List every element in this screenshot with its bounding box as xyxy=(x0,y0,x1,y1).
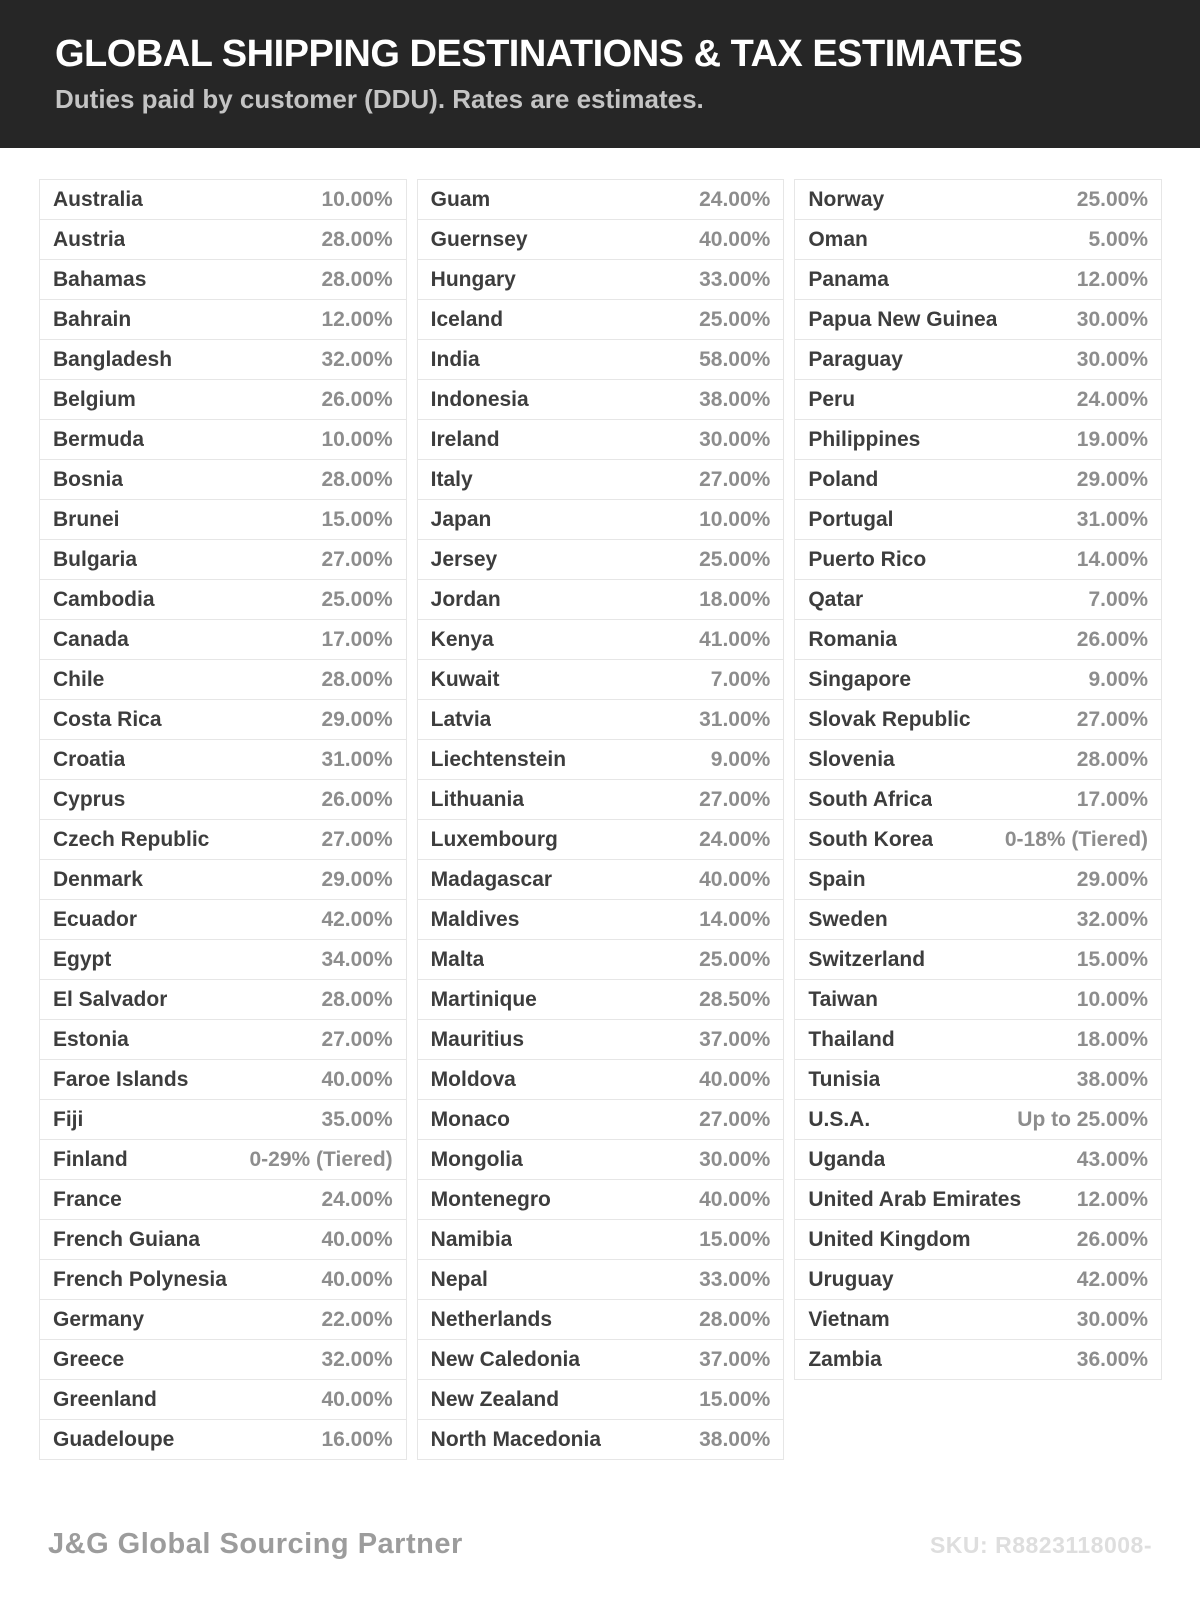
country-name: Guadeloupe xyxy=(53,1427,175,1451)
tax-rate: 28.00% xyxy=(321,667,393,691)
table-row xyxy=(39,779,407,820)
rates-column-3 xyxy=(794,179,1162,1380)
table-row xyxy=(39,1299,407,1340)
country-name: Philippines xyxy=(808,427,921,451)
country-name: Slovenia xyxy=(808,747,895,771)
country-name: Bahrain xyxy=(53,307,132,331)
country-name: Montenegro xyxy=(430,1187,551,1211)
country-name: Cambodia xyxy=(53,587,155,611)
country-name: Austria xyxy=(53,227,126,251)
country-name: Canada xyxy=(53,627,129,651)
tax-rate: 42.00% xyxy=(321,907,393,931)
table-row xyxy=(39,259,407,300)
tax-rate: 14.00% xyxy=(699,907,771,931)
sku-text: SKU: R8823118008- xyxy=(929,1532,1152,1558)
table-row xyxy=(39,1259,407,1300)
tax-rate: 34.00% xyxy=(321,947,393,971)
table-row xyxy=(417,859,785,900)
country-name: Italy xyxy=(430,467,473,491)
tax-rate: 40.00% xyxy=(699,1187,771,1211)
table-row xyxy=(39,1379,407,1420)
table-row xyxy=(39,1219,407,1260)
tax-rate: 15.00% xyxy=(699,1227,771,1251)
tax-rate: 24.00% xyxy=(321,1187,393,1211)
tax-rate: 18.00% xyxy=(1076,1027,1149,1051)
country-name: U.S.A. xyxy=(808,1107,871,1131)
country-name: Paraguay xyxy=(808,347,903,371)
country-name: Oman xyxy=(808,227,868,251)
table-row xyxy=(39,979,407,1020)
country-name: Singapore xyxy=(808,667,912,691)
table-row xyxy=(39,619,407,660)
country-name: Uganda xyxy=(808,1147,886,1171)
tax-rate: 33.00% xyxy=(699,267,771,291)
table-row xyxy=(794,659,1162,700)
table-row xyxy=(794,179,1162,220)
tax-rate: 31.00% xyxy=(321,747,393,771)
country-name: Nepal xyxy=(430,1267,488,1291)
table-row xyxy=(417,1019,785,1060)
table-row xyxy=(794,579,1162,620)
country-name: Switzerland xyxy=(808,947,926,971)
country-name: Malta xyxy=(430,947,485,971)
table-row xyxy=(794,899,1162,940)
table-row xyxy=(39,1019,407,1060)
brand-text: J&G Global Sourcing Partner xyxy=(48,1528,463,1560)
tax-rate: 32.00% xyxy=(1076,907,1149,931)
table-row xyxy=(794,699,1162,740)
country-name: South Korea xyxy=(808,827,934,851)
country-name: Romania xyxy=(808,627,898,651)
country-name: Papua New Guinea xyxy=(808,307,998,331)
country-name: United Arab Emirates xyxy=(808,1187,1022,1211)
table-row xyxy=(39,739,407,780)
table-row xyxy=(417,1299,785,1340)
country-name: Peru xyxy=(808,387,856,411)
tax-rate: 5.00% xyxy=(1088,227,1149,251)
country-name: Iceland xyxy=(430,307,504,331)
country-name: Fiji xyxy=(53,1107,84,1131)
country-name: Uruguay xyxy=(808,1267,894,1291)
table-row xyxy=(417,1179,785,1220)
table-row xyxy=(417,739,785,780)
table-row xyxy=(417,579,785,620)
table-row xyxy=(39,499,407,540)
page-subtitle: Duties paid by customer (DDU). Rates are estimates. xyxy=(55,83,704,114)
tax-rate: 9.00% xyxy=(710,747,771,771)
table-row xyxy=(39,219,407,260)
tax-rate: 30.00% xyxy=(1076,347,1149,371)
tax-rate: 32.00% xyxy=(321,347,393,371)
table-row xyxy=(794,499,1162,540)
country-name: Bahamas xyxy=(53,267,147,291)
tax-rate: 28.00% xyxy=(321,227,393,251)
table-row xyxy=(39,859,407,900)
country-name: Spain xyxy=(808,867,866,891)
country-name: Netherlands xyxy=(430,1307,553,1331)
country-name: Latvia xyxy=(430,707,492,731)
tax-rate: 14.00% xyxy=(1076,547,1149,571)
table-row xyxy=(794,1139,1162,1180)
tax-rate: 26.00% xyxy=(1076,627,1149,651)
table-row xyxy=(417,259,785,300)
country-name: Ecuador xyxy=(53,907,138,931)
table-row xyxy=(39,379,407,420)
country-name: Portugal xyxy=(808,507,894,531)
table-row xyxy=(794,379,1162,420)
country-name: Guernsey xyxy=(430,227,528,251)
country-name: Chile xyxy=(53,667,105,691)
country-name: Panama xyxy=(808,267,889,291)
table-row xyxy=(794,1259,1162,1300)
country-name: North Macedonia xyxy=(430,1427,602,1451)
country-name: Greenland xyxy=(53,1387,157,1411)
tax-rate: 58.00% xyxy=(699,347,771,371)
table-row xyxy=(794,219,1162,260)
tax-rate: 24.00% xyxy=(1076,387,1149,411)
country-name: El Salvador xyxy=(53,987,168,1011)
country-name: Ireland xyxy=(430,427,500,451)
country-name: Australia xyxy=(53,187,143,211)
country-name: Guam xyxy=(430,187,491,211)
country-name: Czech Republic xyxy=(53,827,210,851)
country-name: Namibia xyxy=(430,1227,513,1251)
country-name: Jordan xyxy=(430,587,501,611)
table-row xyxy=(794,979,1162,1020)
tax-rate: 38.00% xyxy=(699,1427,771,1451)
country-name: Mongolia xyxy=(430,1147,523,1171)
country-name: Thailand xyxy=(808,1027,895,1051)
tax-rate: 32.00% xyxy=(321,1347,393,1371)
tax-rate: 42.00% xyxy=(1076,1267,1149,1291)
tax-rate: 16.00% xyxy=(321,1427,393,1451)
table-row xyxy=(794,939,1162,980)
table-row xyxy=(417,179,785,220)
table-row xyxy=(39,299,407,340)
country-name: Estonia xyxy=(53,1027,129,1051)
tax-rate: 22.00% xyxy=(321,1307,393,1331)
tax-rate: 18.00% xyxy=(699,587,771,611)
country-name: Liechtenstein xyxy=(430,747,567,771)
country-name: Moldova xyxy=(430,1067,516,1091)
table-row xyxy=(417,1339,785,1380)
country-name: New Zealand xyxy=(430,1387,560,1411)
country-name: French Guiana xyxy=(53,1227,201,1251)
tax-rate: 40.00% xyxy=(699,227,771,251)
table-row xyxy=(39,419,407,460)
table-row xyxy=(417,539,785,580)
tax-rate: 19.00% xyxy=(1076,427,1149,451)
table-row xyxy=(794,419,1162,460)
country-name: Madagascar xyxy=(430,867,553,891)
country-name: Vietnam xyxy=(808,1307,890,1331)
tax-rate: 40.00% xyxy=(321,1227,393,1251)
table-row xyxy=(417,819,785,860)
table-row xyxy=(39,1419,407,1460)
tax-rate: 30.00% xyxy=(1076,307,1149,331)
table-row xyxy=(417,339,785,380)
table-row xyxy=(794,299,1162,340)
table-row xyxy=(794,859,1162,900)
table-row xyxy=(417,419,785,460)
table-row xyxy=(39,539,407,580)
table-row xyxy=(417,1419,785,1460)
tax-rate: 30.00% xyxy=(699,1147,771,1171)
table-row xyxy=(417,1219,785,1260)
table-row xyxy=(794,739,1162,780)
tax-rate: 0-29% (Tiered) xyxy=(249,1147,393,1171)
tax-rate: 27.00% xyxy=(321,827,393,851)
table-row xyxy=(39,579,407,620)
country-name: Finland xyxy=(53,1147,128,1171)
tax-rate: 17.00% xyxy=(1076,787,1149,811)
table-row xyxy=(794,819,1162,860)
table-row xyxy=(39,1059,407,1100)
table-row xyxy=(39,1099,407,1140)
country-name: Hungary xyxy=(430,267,516,291)
table-row xyxy=(417,979,785,1020)
country-name: Cyprus xyxy=(53,787,126,811)
tax-rate: 37.00% xyxy=(699,1027,771,1051)
tax-rate: 12.00% xyxy=(321,307,393,331)
table-row xyxy=(39,459,407,500)
country-name: Bosnia xyxy=(53,467,124,491)
table-row xyxy=(794,1339,1162,1380)
table-row xyxy=(417,1059,785,1100)
table-row xyxy=(39,819,407,860)
country-name: Jersey xyxy=(430,547,498,571)
table-row xyxy=(417,499,785,540)
country-name: Tunisia xyxy=(808,1067,881,1091)
tax-rate: 10.00% xyxy=(321,187,393,211)
country-name: Taiwan xyxy=(808,987,878,1011)
tax-rate: 29.00% xyxy=(1076,867,1149,891)
tax-rate: 30.00% xyxy=(699,427,771,451)
table-row xyxy=(417,1099,785,1140)
rates-column-2 xyxy=(417,179,785,1460)
country-name: Qatar xyxy=(808,587,864,611)
table-row xyxy=(794,339,1162,380)
tax-rate: 38.00% xyxy=(1076,1067,1149,1091)
table-row xyxy=(794,779,1162,820)
footer xyxy=(48,1528,1152,1561)
country-name: New Caledonia xyxy=(430,1347,581,1371)
tax-rate: 33.00% xyxy=(699,1267,771,1291)
table-row xyxy=(417,1139,785,1180)
country-name: Lithuania xyxy=(430,787,525,811)
tax-rate: 7.00% xyxy=(710,667,771,691)
tax-rate: 31.00% xyxy=(699,707,771,731)
country-name: India xyxy=(430,347,480,371)
tax-rate: 40.00% xyxy=(321,1267,393,1291)
table-row xyxy=(794,259,1162,300)
tax-rate: 12.00% xyxy=(1076,1187,1149,1211)
page-title: GLOBAL SHIPPING DESTINATIONS & TAX ESTIMATES xyxy=(55,33,1023,75)
tax-rate: 25.00% xyxy=(321,587,393,611)
tax-rate: 26.00% xyxy=(321,787,393,811)
country-name: Greece xyxy=(53,1347,125,1371)
tax-rate: 38.00% xyxy=(699,387,771,411)
table-row xyxy=(794,539,1162,580)
table-row xyxy=(39,699,407,740)
tax-rate: 24.00% xyxy=(699,827,771,851)
tax-rate: 35.00% xyxy=(321,1107,393,1131)
tax-rate: 40.00% xyxy=(699,867,771,891)
country-name: France xyxy=(53,1187,122,1211)
country-name: Monaco xyxy=(430,1107,511,1131)
tax-rate: 27.00% xyxy=(699,787,771,811)
country-name: Mauritius xyxy=(430,1027,525,1051)
tax-rate: 41.00% xyxy=(699,627,771,651)
rates-table xyxy=(0,148,1200,1460)
table-row xyxy=(794,1219,1162,1260)
country-name: Germany xyxy=(53,1307,145,1331)
tax-rate: 29.00% xyxy=(321,867,393,891)
tax-rate: 10.00% xyxy=(321,427,393,451)
header-banner xyxy=(0,0,1200,148)
country-name: Puerto Rico xyxy=(808,547,927,571)
country-name: Denmark xyxy=(53,867,143,891)
country-name: Sweden xyxy=(808,907,888,931)
country-name: Martinique xyxy=(430,987,537,1011)
tax-rate: 7.00% xyxy=(1088,587,1149,611)
table-row xyxy=(417,659,785,700)
country-name: Bangladesh xyxy=(53,347,173,371)
tax-rate: 25.00% xyxy=(699,947,771,971)
table-row xyxy=(417,779,785,820)
tax-rate: 28.00% xyxy=(321,987,393,1011)
table-row xyxy=(39,939,407,980)
table-row xyxy=(417,299,785,340)
country-name: Faroe Islands xyxy=(53,1067,189,1091)
tax-rate: 28.50% xyxy=(699,987,771,1011)
country-name: Zambia xyxy=(808,1347,882,1371)
table-row xyxy=(417,899,785,940)
country-name: Indonesia xyxy=(430,387,529,411)
tax-rate: 24.00% xyxy=(699,187,771,211)
tax-rate: 40.00% xyxy=(321,1067,393,1091)
country-name: Poland xyxy=(808,467,879,491)
country-name: Egypt xyxy=(53,947,112,971)
table-row xyxy=(39,1339,407,1380)
tax-rate: 37.00% xyxy=(699,1347,771,1371)
tax-rate: 28.00% xyxy=(321,267,393,291)
tax-rate: 0-18% (Tiered) xyxy=(1004,827,1149,851)
table-row xyxy=(417,619,785,660)
country-name: United Kingdom xyxy=(808,1227,971,1251)
tax-rate: 25.00% xyxy=(1076,187,1149,211)
tax-rate: 26.00% xyxy=(1076,1227,1149,1251)
tax-rate: 36.00% xyxy=(1076,1347,1149,1371)
tax-rate: 15.00% xyxy=(699,1387,771,1411)
country-name: Kuwait xyxy=(430,667,500,691)
country-name: Brunei xyxy=(53,507,120,531)
tax-rate: 26.00% xyxy=(321,387,393,411)
tax-rate: 10.00% xyxy=(1076,987,1149,1011)
tax-rate: 15.00% xyxy=(321,507,393,531)
table-row xyxy=(794,1019,1162,1060)
table-row xyxy=(39,659,407,700)
tax-rate: 40.00% xyxy=(699,1067,771,1091)
country-name: Maldives xyxy=(430,907,520,931)
country-name: French Polynesia xyxy=(53,1267,227,1291)
table-row xyxy=(39,899,407,940)
table-row xyxy=(39,1139,407,1180)
tax-rate: 25.00% xyxy=(699,547,771,571)
country-name: South Africa xyxy=(808,787,933,811)
table-row xyxy=(794,1059,1162,1100)
table-row xyxy=(417,459,785,500)
country-name: Costa Rica xyxy=(53,707,162,731)
table-row xyxy=(417,1259,785,1300)
tax-rate: Up to 25.00% xyxy=(1017,1107,1149,1131)
tax-rate: 27.00% xyxy=(321,547,393,571)
country-name: Belgium xyxy=(53,387,136,411)
tax-rate: 40.00% xyxy=(321,1387,393,1411)
tax-rate: 29.00% xyxy=(321,707,393,731)
tax-rate: 29.00% xyxy=(1076,467,1149,491)
table-row xyxy=(794,1099,1162,1140)
country-name: Bulgaria xyxy=(53,547,138,571)
country-name: Japan xyxy=(430,507,492,531)
table-row xyxy=(39,339,407,380)
tax-rate: 12.00% xyxy=(1076,267,1149,291)
country-name: Kenya xyxy=(430,627,494,651)
tax-rate: 27.00% xyxy=(321,1027,393,1051)
table-row xyxy=(417,219,785,260)
tax-rate: 43.00% xyxy=(1076,1147,1149,1171)
table-row xyxy=(417,1379,785,1420)
country-name: Bermuda xyxy=(53,427,145,451)
country-name: Slovak Republic xyxy=(808,707,971,731)
tax-rate: 27.00% xyxy=(699,467,771,491)
tax-rate: 17.00% xyxy=(321,627,393,651)
table-row xyxy=(417,699,785,740)
table-row xyxy=(417,379,785,420)
table-row xyxy=(794,619,1162,660)
table-row xyxy=(39,179,407,220)
tax-rate: 31.00% xyxy=(1076,507,1149,531)
tax-rate: 30.00% xyxy=(1076,1307,1149,1331)
table-row xyxy=(39,1179,407,1220)
tax-rate: 25.00% xyxy=(699,307,771,331)
tax-rate: 28.00% xyxy=(1076,747,1149,771)
tax-rate: 27.00% xyxy=(1076,707,1149,731)
country-name: Croatia xyxy=(53,747,126,771)
country-name: Luxembourg xyxy=(430,827,558,851)
table-row xyxy=(794,1179,1162,1220)
country-name: Norway xyxy=(808,187,885,211)
rates-column-1 xyxy=(39,179,407,1460)
tax-rate: 15.00% xyxy=(1076,947,1149,971)
table-row xyxy=(794,1299,1162,1340)
table-row xyxy=(417,939,785,980)
tax-rate: 28.00% xyxy=(321,467,393,491)
tax-rate: 28.00% xyxy=(699,1307,771,1331)
tax-rate: 27.00% xyxy=(699,1107,771,1131)
tax-rate: 10.00% xyxy=(699,507,771,531)
table-row xyxy=(794,459,1162,500)
tax-rate: 9.00% xyxy=(1088,667,1149,691)
